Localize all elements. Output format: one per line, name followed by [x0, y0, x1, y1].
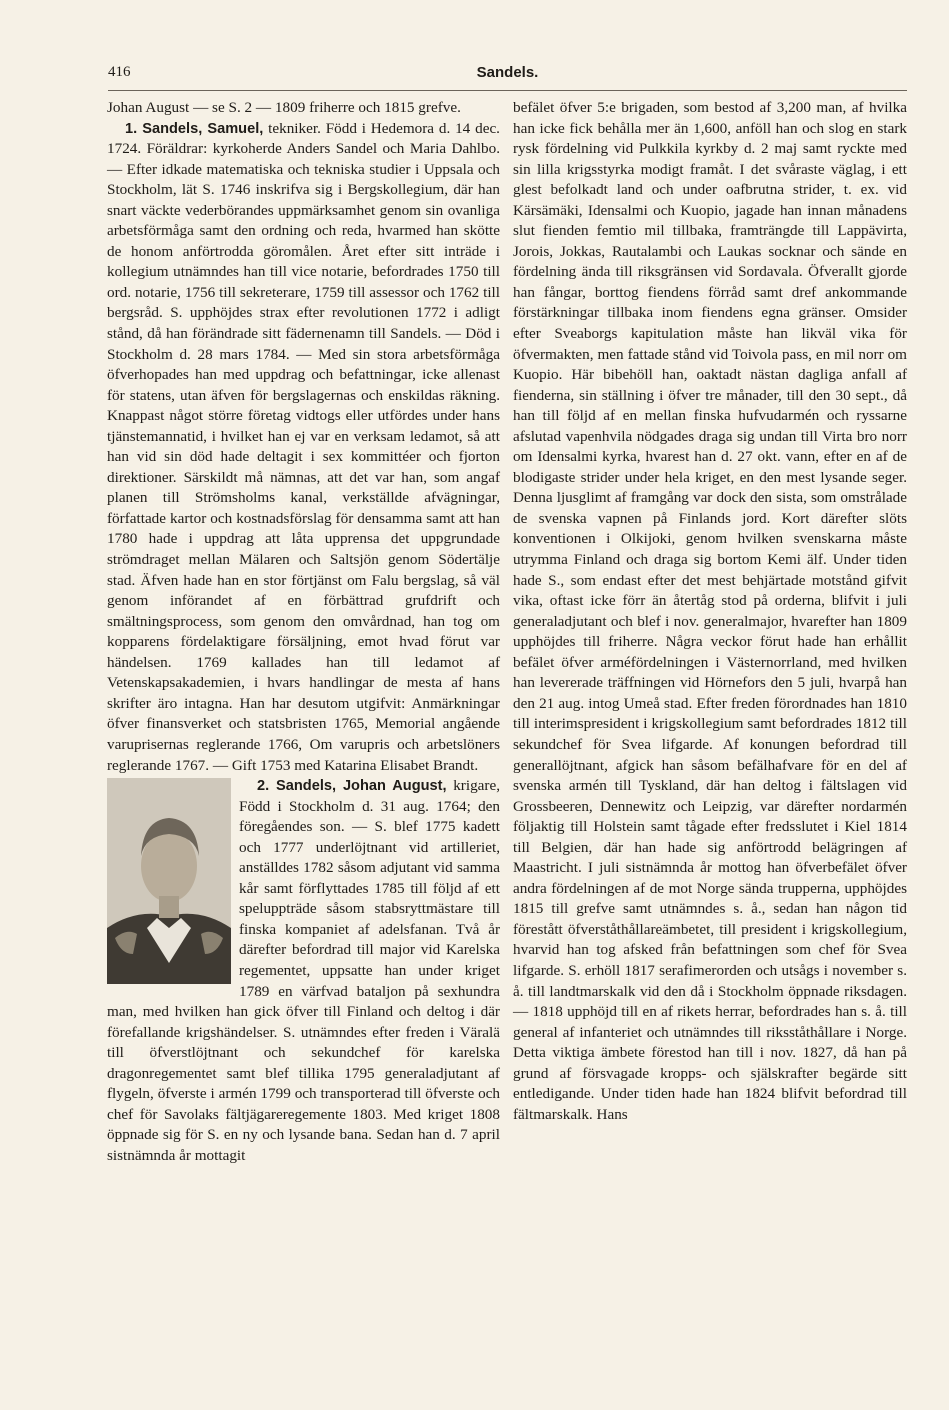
- entry-body-johan-august: krigare, Född i Stockholm d. 31 aug. 1764; den föregåendes son. — S. blef 1775 kadett och 1777 underlöjtnant vid artilleriet, anställdes 1782 såsom adjutant vid samma kår samt förflyttades 1785 till följd af ett speluppträde såsom stabsryttmästare till finska kompaniet af adelsfanan. Två år därefter befordrad till major vid Karelska regementet, uppsatte han under kriget 1789 en värfvad bataljon på sexhundra man, med hvilken han gick öfver till Finland och deltog i där förefallande krigshändelser. S. utnämndes efter freden i Väralä till öfverstlöjtnant och sekundchef för karelska dragonregementet samt blef tillika 1795 generaladjutant af flygeln, öfverste i armén 1799 och transporterad till öfverste och chef för Savolaks fältjägareregemente 1803. Med kriget 1808 öppnade sig för S. en ny och lysande bana. Sedan han d. 7 april sistnämnda år mottagit: [107, 777, 500, 1164]
- header-rule: [108, 90, 907, 91]
- running-head: Sandels.: [476, 64, 539, 81]
- entry-body-samuel: tekniker. Född i Hedemora d. 14 dec. 1724. Föräldrar: kyrkoherde Anders Sandel och Maria Dahlbo. — Efter idkade matematiska och tekniska studier i Uppsala och Stockholm, lät S. 1746 inskrifva sig i Bergskollegium, där han snart väckte vederbörandes uppmärksamhet genom sin ovanliga arbetsförmåga samt den ordning och reda, hvarmed han skötte de honom anförtrodda göromålen. Året efter sitt inträde i kollegium utnämndes han till vice notarie, befordrades 1750 till ord. notarie, 1756 till sekreterare, 1759 till assessor och 1762 till bergsråd. S. upphöjdes strax efter revolutionen 1772 i adligt stånd, då han förändrade sitt fädernenamn till Sandels. — Död i Stockholm d. 28 mars 1784. — Med sin stora arbetsförmåga öfverhopades han med uppdrag och befattningar, icke allenast för statens, utan äfven för bergslagernas och enskildas räkning. Knappast något större företag vidtogs eller utfördes under hans tjänstemannatid, i hvilket han ej var en verksam ledamot, så att han vid sin död hade deltagit i sex kommittéer och fjorton direktioner. Särskildt må nämnas, att det var han, som angaf planen till Strömsholms kanal, verkställde afvägningar, författade kartor och kostnadsförslag för densamma samt att han 1780 hade i uppdrag att låta upprensa det uppgrundade strömdraget mellan Mälaren och Saltsjön genom Södertälje stad. Äfven hade han en stor förtjänst om Falu bergslag, så väl genom införandet af en förbättrad grufdrift och smältningsprocess, som genom den omvårdnad, han tog om kopparens fördelaktigare försäljning, emot hvad förut var händelsen. 1769 kallades han till ledamot af Vetenskapsakademien, i hvars handlingar de mesta af hans skrifter äro intagna. Han har desutom utgifvit: Anmärkningar öfver finansverket och statsbristen 1765, Memorial angående varuprisernas reglerande 1766, Om varupris och arbetslöners reglerande 1767. — Gift 1753 med Katarina Elisabet Brandt.: [107, 119, 500, 774]
- portrait-engraving-icon: [107, 778, 231, 984]
- left-column: [107, 98, 500, 1166]
- page-header: [108, 64, 907, 88]
- right-column: [513, 98, 907, 1125]
- entry-heading-johan-august: 2. Sandels, Johan August,: [257, 778, 447, 795]
- entry-samuel-sandels: [107, 119, 500, 777]
- entry-heading-samuel: 1. Sandels, Samuel,: [125, 120, 264, 137]
- portrait-image: [107, 778, 231, 984]
- right-column-text: befälet öfver 5:e brigaden, som bestod af 3,200 man, af hvilka han icke fick behålla mer än 1,600, anföll han och slog en stark rysk fördelning vid Pulkkila kyrkby d. 2 maj samt ryckte med sin lilla krigsstyrka modigt framåt. I det svåraste väglag, i ett glest befolkadt land och under oafbrutna strider, t. ex. vid Kärsämäki, Idensalmi och Kuopio, jagade han innan månadens slut fienden femtio mil tillbaka, framträngde till Lappävirta, Jorois, Jokkas, Rautalambi och Laukas socknar och sände en fördelning ända till riksgränsen vid Sordavala. Öfverallt gjorde han fångar, borttog fiendens förråd samt dref ankommande förstärkningar tillbaka inom fiendens egna gränser. Omsider efter Sveaborgs kapitulation måste han likväl vika för öfvermakten, men fattade stånd vid Toivola pass, en mil norr om Kuopio. Här bibehöll han, oaktadt nästan dagliga anfall af fienderna, sin ställning i öfver tre månader, till den 30 sept., då han till följd af en mellan finska hufvudarmén och ryssarne afslutad vapenhvila nödgades draga sig undan till Virta bro norr om Idensalmi kyrka, hvarest han d. 27 okt. vann, efter en af de blodigaste strider under hela kriget, en den mest lysande seger. Denna ljusglimt af framgång var dock den sista, som omstrålade de svenska vapnen på Finlands jord. Kort därefter slöts konventionen i Olkijoki, genom hvilken svenskarna måste utrymma Finland och draga sig bortom Kemi älf. Under tiden hade S., som endast efter det mest behjärtade motstånd gifvit vika, oftast icke förr än återtåg stod på orderna, blifvit i juli generaladjutant och blef i nov. generalmajor, hvarefter han 1809 upphöjdes till friherre. Några veckor förut hade han erhållit befälet öfver arméfördelningen i Västernorrland, med hvilken han levererade träffningen vid Hörnefors den 5 juli, hvarpå han den 21 aug. intog Umeå stad. Efter freden förordnades han 1810 till interimspresident i krigskollegium samt befordrades 1812 till sekundchef för Svea lifgarde. Af konungen befordrad till generallöjtnant, afgick han såsom befälhafvare för en del af svenska armén till Tyskland, där han deltog i fältslagen vid Grossbeeren, Dennewitz och Leipzig, var därefter nordarmén följaktig till Holstein samt tågade efter fredsslutet i Kiel 1814 till Belgien, där han hade sig anförtrodd belägringen af Maastricht. I juli sistnämnda år mottog han öfverbefälet öfver andra fördelningen af de mot Norge sända trupperna, upphöjdes 1815 till grefve samt utnämndes s. å., sedan han någon tid förestått öfverståthållareämbetet, till president i krigskollegium, hvarvid han tog afsked från befattningen som chef för Svea lifgarde. S. erhöll 1817 serafimerorden och utsågs i november s. å. till landtmarskalk vid den då i Stockholm öppnade riksdagen. — 1818 upphöjd till en af rikets herrar, befordrades han s. å. till general af infanteriet och utnämndes till riksståthållare i Norge. Detta viktiga ämbete förestod han till i nov. 1827, då han på grund af försvagade kropps- och själskrafter begärde sitt entledigande. Under tiden hade han 1824 blifvit befordrad till fältmarskalk. Hans: [513, 99, 907, 1123]
- entry-johan-august-sandels: [107, 776, 500, 1166]
- page-number: 416: [108, 64, 131, 80]
- cross-reference: Johan August — se S. 2 — 1809 friherre och 1815 grefve.: [107, 99, 461, 116]
